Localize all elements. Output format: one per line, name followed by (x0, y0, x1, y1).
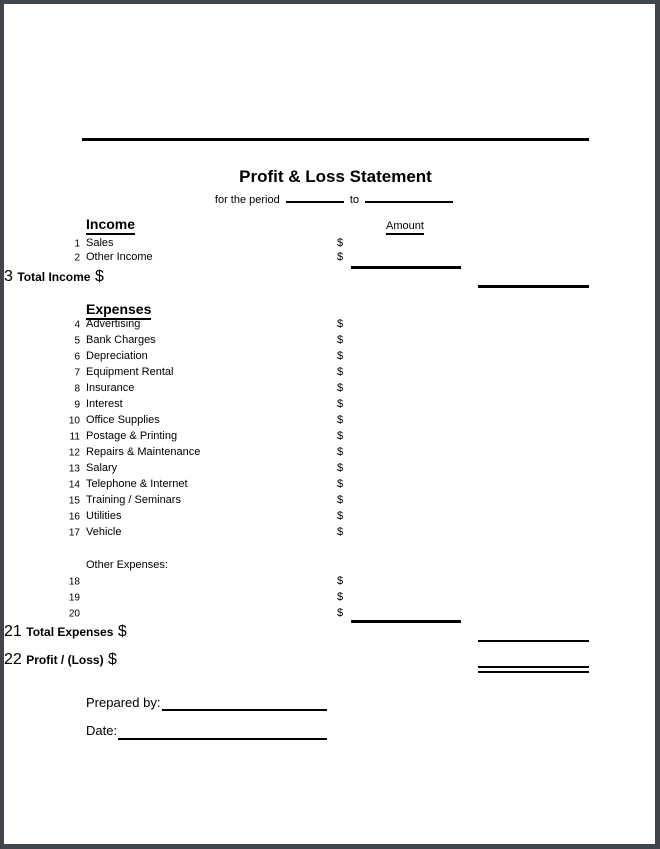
row-label: Office Supplies (86, 414, 160, 426)
total-expenses-line (478, 640, 589, 642)
period-prefix-label: for the period (214, 194, 280, 206)
row-number: 1 (74, 238, 80, 250)
period-line (82, 192, 589, 207)
period-from-blank (286, 192, 344, 203)
date-blank (118, 738, 327, 740)
row-number: 11 (69, 431, 80, 443)
row-label: Advertising (86, 318, 141, 330)
row-number: 2 (74, 252, 80, 264)
line-item-row (4, 605, 655, 621)
income-rows (4, 236, 655, 264)
row-label: Sales (86, 237, 114, 249)
total-expenses-row (4, 623, 655, 639)
line-item-row (4, 460, 655, 476)
line-item-row (4, 380, 655, 396)
row-label: Vehicle (86, 526, 122, 538)
currency-symbol: $ (337, 575, 344, 587)
expenses-section-heading: Expenses (86, 301, 151, 320)
prepared-by-blank (162, 709, 327, 711)
currency-symbol: $ (337, 237, 344, 249)
row-number: 18 (68, 576, 80, 588)
income-section-heading: Income (86, 216, 135, 235)
line-item-row (4, 396, 655, 412)
currency-symbol: $ (94, 268, 104, 285)
total-income-row (4, 268, 655, 284)
row-number: 17 (68, 527, 80, 539)
row-label: Other Income (86, 251, 153, 263)
row-label: Equipment Rental (86, 366, 174, 378)
row-label: Utilities (86, 510, 122, 522)
currency-symbol: $ (337, 350, 344, 362)
row-label: Depreciation (86, 350, 148, 362)
row-number: 10 (68, 415, 80, 427)
currency-symbol: $ (337, 334, 344, 346)
row-number: 5 (74, 335, 80, 347)
profit-loss-double-line (478, 666, 589, 673)
line-item-row (4, 236, 655, 250)
currency-symbol: $ (337, 510, 344, 522)
period-connector-label: to (349, 194, 360, 206)
row-number: 9 (74, 399, 80, 411)
currency-symbol: $ (337, 478, 344, 490)
row-number: 14 (68, 479, 80, 491)
currency-symbol: $ (337, 430, 344, 442)
line-item-row (4, 524, 655, 540)
row-number: 7 (74, 367, 80, 379)
line-item-row (4, 573, 655, 589)
row-number: 15 (68, 495, 80, 507)
total-expenses-label: Total Expenses (26, 625, 114, 639)
profit-loss-row (4, 651, 655, 667)
row-label: Salary (86, 462, 118, 474)
currency-symbol: $ (108, 651, 117, 668)
currency-symbol: $ (337, 446, 344, 458)
currency-symbol: $ (337, 251, 344, 263)
currency-symbol: $ (337, 526, 344, 538)
expense-rows (4, 316, 655, 540)
currency-symbol: $ (337, 382, 344, 394)
currency-symbol: $ (337, 318, 344, 330)
amount-column-header: Amount (386, 220, 424, 235)
row-number: 20 (68, 608, 80, 620)
line-item-row (4, 428, 655, 444)
total-income-label: Total Income (17, 270, 91, 284)
line-item-row (4, 508, 655, 524)
row-number: 16 (68, 511, 80, 523)
currency-symbol: $ (337, 591, 344, 603)
other-expenses-label: Other Expenses: (86, 559, 168, 571)
row-label: Training / Seminars (86, 494, 181, 506)
header-rule (82, 138, 589, 141)
line-item-row (4, 444, 655, 460)
row-label: Insurance (86, 382, 135, 394)
currency-symbol: $ (337, 366, 344, 378)
line-item-row (4, 348, 655, 364)
row-label: Repairs & Maintenance (86, 446, 201, 458)
row-number: 6 (74, 351, 80, 363)
row-number: 13 (68, 463, 80, 475)
row-label: Postage & Printing (86, 430, 178, 442)
prepared-by-label: Prepared by: (86, 695, 161, 710)
currency-symbol: $ (337, 494, 344, 506)
line-item-row (4, 412, 655, 428)
profit-loss-label: Profit / (Loss) (26, 653, 104, 667)
profit-loss-statement-page (4, 4, 655, 844)
line-item-row (4, 332, 655, 348)
total-income-line (478, 285, 589, 288)
row-number: 3 (4, 268, 13, 285)
document-title: Profit & Loss Statement (239, 167, 432, 186)
row-number: 4 (74, 319, 80, 331)
currency-symbol: $ (337, 414, 344, 426)
currency-symbol: $ (337, 462, 344, 474)
line-item-row (4, 589, 655, 605)
currency-symbol: $ (337, 398, 344, 410)
row-number: 19 (68, 592, 80, 604)
line-item-row (4, 250, 655, 264)
line-item-row (4, 316, 655, 332)
row-label: Telephone & Internet (86, 478, 188, 490)
period-to-blank (365, 192, 453, 203)
row-number: 21 (4, 623, 22, 640)
row-label: Bank Charges (86, 334, 156, 346)
row-number: 8 (74, 383, 80, 395)
row-label: Interest (86, 398, 123, 410)
line-item-row (4, 492, 655, 508)
line-item-row (4, 476, 655, 492)
currency-symbol: $ (117, 623, 127, 640)
row-number: 12 (68, 447, 80, 459)
date-label: Date: (86, 723, 118, 738)
other-expense-rows (4, 573, 655, 621)
currency-symbol: $ (337, 607, 344, 619)
row-number: 22 (4, 651, 22, 668)
line-item-row (4, 364, 655, 380)
